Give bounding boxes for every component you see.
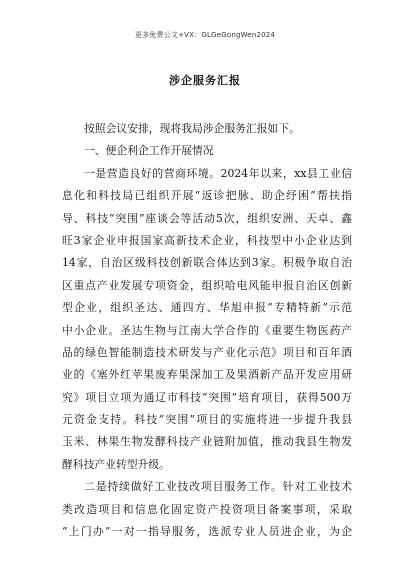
paragraph-line: 究》项目立项为通辽市科技“突围”培育项目，获得500万: [62, 390, 352, 404]
body-line-intro: 按照会议安排，现将我局涉企服务汇报如下。: [84, 122, 300, 135]
paragraph-line: 14家，自治区级科技创新联合体达到3家。积极争取自治: [62, 256, 352, 270]
paragraph-line: “上门办”一对一指导服务，选派专业人员进企业，为企: [62, 525, 352, 539]
section-heading: 一、便企利企工作开展情况: [84, 144, 214, 158]
paragraph-line: 酵科技产业转型升级。: [62, 457, 170, 471]
document-body: [62, 118, 352, 543]
paragraph-line: 玉米、林果生物发酵科技产业链附加值，推动我县生物发: [62, 435, 352, 449]
paragraph-line: 业的《塞外红苹果废弃果深加工及果酒新产品开发应用研: [62, 368, 352, 382]
paragraph-line: 旺3家企业申报国家高新技术企业，科技型中小企业达到: [62, 233, 352, 247]
paragraph-line: 品的绿色智能制造技术研发与产业化示范》项目和百年酒: [62, 345, 352, 359]
paragraph-line: 中小企业。圣达生物与江南大学合作的《重要生物医药产: [62, 323, 352, 337]
paragraph-line: 二是持续做好工业技改项目服务工作。针对工业技术: [84, 480, 352, 494]
paragraph-line: 区重点产业发展专项资金，组织哈电风能申报自治区创新: [62, 278, 352, 292]
paragraph-line: 型企业，组织圣达、通四方、华旭申报“专精特新”示范: [62, 301, 352, 315]
paragraph-line: 一是营造良好的营商环境。2024年以来，xx县工业信: [84, 166, 352, 180]
header-note: 更多免费公文+VX：GLGeGongWen2024: [134, 31, 276, 39]
paragraph-line: 息化和科技局已组织开展“返诊把脉、助企纾困”帮扶指: [62, 189, 352, 203]
paragraph-line: 导、科技“突围”座谈会等活动5次，组织安洲、天卓、鑫: [62, 211, 352, 225]
document-title: 涉企服务汇报: [169, 74, 241, 87]
paragraph-line: 类改造项目和信息化固定资产投资项目备案事项，采取: [62, 502, 352, 516]
paragraph-line: 元资金支持。科技“突围”项目的实施将进一步提升我县: [62, 413, 352, 427]
